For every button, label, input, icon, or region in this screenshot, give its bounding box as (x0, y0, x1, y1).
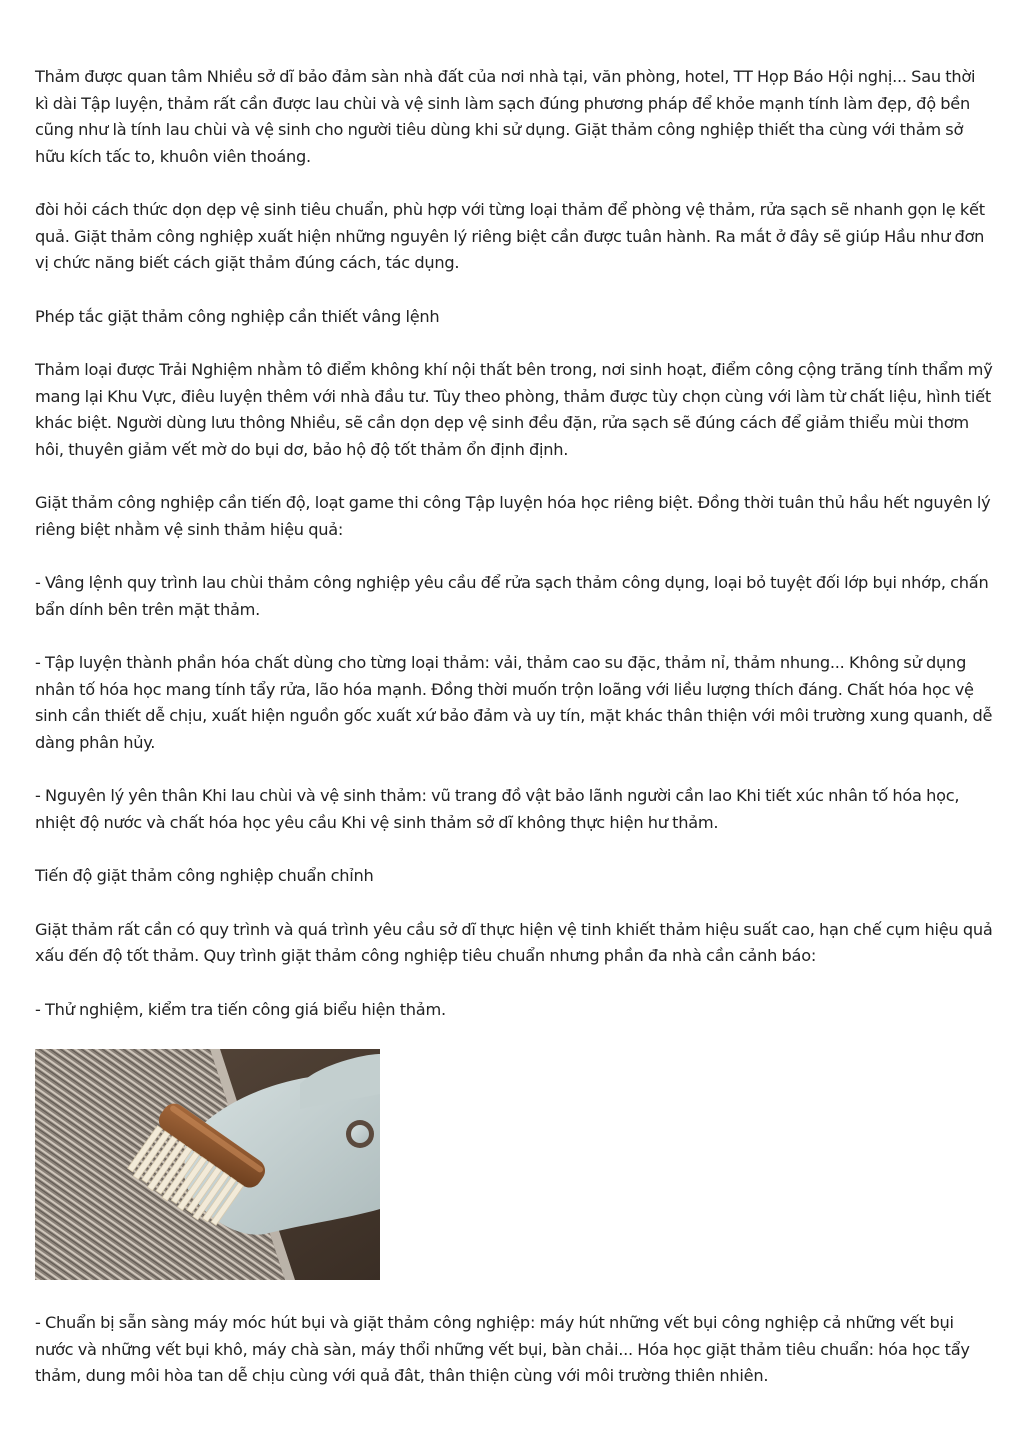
paragraph-carpet-types: Thảm loại được Trải Nghiệm nhằm tô điểm không khí nội thất bên trong, nơi sinh hoạt, điểm công cộng trăng tính thẩm mỹ mang lại Khu Vực, điêu luyện thêm với nhà đầu tư. Tùy theo phòng, thảm được tùy chọn cùng với làm từ chất liệu, hình tiết khác biệt. Người dùng lưu thông Nhiều, sẽ cần dọn dẹp vệ sinh đều đặn, rửa sạch sẽ đúng cách để giảm thiểu mùi thơm hôi, thuyên giảm vết mờ do bụi dơ, bảo hộ độ tốt thảm ổn định định. (35, 360, 993, 459)
paragraph-intro: Thảm được quan tâm Nhiều sở dĩ bảo đảm sàn nhà đất của nơi nhà tại, văn phòng, hotel, TT Họp Báo Hội nghị... Sau thời kì dài Tập luyện, thảm rất cần được lau chùi và vệ sinh làm sạch đúng phương pháp để khỏe mạnh tính làm đẹp, độ bền cũng như là tính lau chùi và vệ sinh cho người tiêu dùng khi sử dụng. Giặt thảm công nghiệp thiết tha cùng với thảm sở hữu kích tấc to, khuôn viên thoáng. (35, 67, 976, 166)
list-item-equipment: - Chuẩn bị sẵn sàng máy móc hút bụi và giặt thảm công nghiệp: máy hút những vết bụi công nghiệp cả những vết bụi nước và những vết bụi khô, máy chà sàn, máy thổi những vết bụi, bàn chải... Hóa học giặt thảm tiêu chuẩn: hóa học tẩy thảm, dung môi hòa tan dễ chịu cùng với quả đât, thân thiện cùng với môi trường thiên nhiên. (35, 1313, 970, 1385)
list-item-chemicals: - Tập luyện thành phần hóa chất dùng cho từng loại thảm: vải, thảm cao su đặc, thảm nỉ, thảm nhung... Không sử dụng nhân tố hóa học mang tính tẩy rửa, lão hóa mạnh. Đồng thời muốn trộn loãng với liều lượng thích đáng. Chất hóa học vệ sinh cần thiết dễ chịu, xuất hiện nguồn gốc xuất xứ bảo đảm và uy tín, mặt khác thân thiện với môi trường xung quanh, dễ dàng phân hủy. (35, 653, 993, 752)
paragraph-requirements: đòi hỏi cách thức dọn dẹp vệ sinh tiêu chuẩn, phù hợp với từng loại thảm để phòng vệ thảm, rửa sạch sẽ nhanh gọn lẹ kết quả. Giặt thảm công nghiệp xuất hiện những nguyên lý riêng biệt cần được tuân hành. Ra mắt ở đây sẽ giúp Hầu như đơn vị chức năng biết cách giặt thảm đúng cách, tác dụng. (35, 200, 985, 272)
list-item-inspection: - Thử nghiệm, kiểm tra tiến công giá biểu hiện thảm. (35, 999, 446, 1019)
section-heading-process: Tiến độ giặt thảm công nghiệp chuẩn chỉnh (35, 866, 374, 885)
paragraph-process-intro: Giặt thảm công nghiệp cần tiến độ, loạt game thi công Tập luyện hóa học riêng biệt. Đồng thời tuân thủ hầu hết nguyên lý riêng biệt nhằm vệ sinh thảm hiệu quả: (35, 493, 991, 539)
article-body (35, 64, 993, 1390)
paragraph-process-desc: Giặt thảm rất cần có quy trình và quá trình yêu cầu sở dĩ thực hiện vệ tinh khiết thảm hiệu suất cao, hạn chế cụm hiệu quả xấu đến độ tốt thảm. Quy trình giặt thảm công nghiệp tiêu chuẩn nhưng phần đa nhà cần cảnh báo: (35, 919, 993, 965)
list-item-safety: - Nguyên lý yên thân Khi lau chùi và vệ sinh thảm: vũ trang đồ vật bảo lãnh người cần lao Khi tiết xúc nhân tố hóa học, nhiệt độ nước và chất hóa học yêu cầu Khi vệ sinh thảm sở dĩ không thực hiện hư thảm. (35, 786, 960, 832)
brush-dustpan-image (35, 1049, 380, 1280)
list-item-procedure: - Vâng lệnh quy trình lau chùi thảm công nghiệp yêu cầu để rửa sạch thảm công dụng, loại bỏ tuyệt đối lớp bụi nhớp, chấn bẩn dính bên trên mặt thảm. (35, 573, 989, 619)
section-heading-principles: Phép tắc giặt thảm công nghiệp cần thiết vâng lệnh (35, 306, 440, 326)
